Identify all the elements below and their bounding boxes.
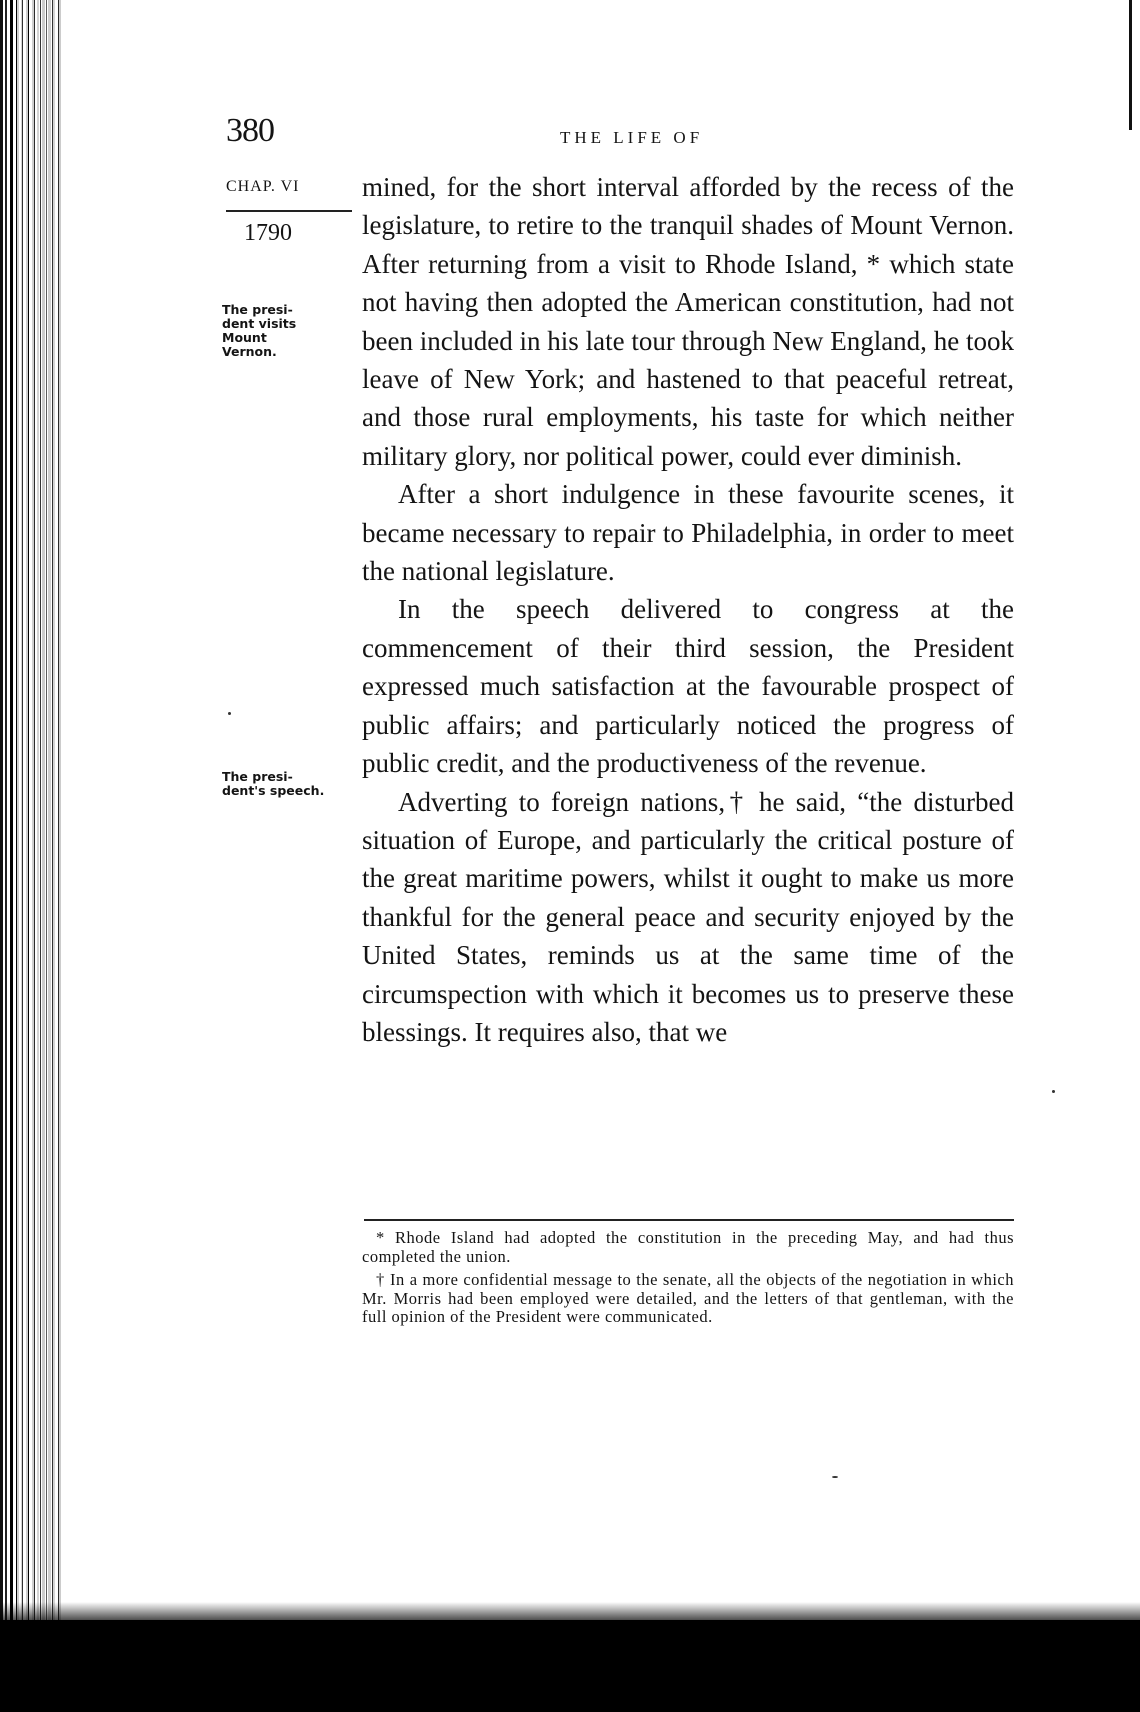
body-text	[362, 168, 1014, 1051]
margin-year: 1790	[244, 220, 292, 246]
paragraph: mined, for the short interval afforded by the recess of the legislature, to retire to the tranquil shades of Mount Vernon. After returning from a visit to Rhode Island, * which state not having then adopted the American constitution, had not been included in his late tour through New England, he took leave of New York; and hastened to that peaceful retreat, and those rural employments, his taste for which neither military glory, nor political power, could ever diminish.	[362, 172, 1014, 471]
book-binding-edge	[0, 0, 64, 1712]
scan-bottom-shadow	[0, 1620, 1140, 1712]
footnote: * Rhode Island had adopted the constitution in the preceding May, and had thus completed the union.	[362, 1228, 1014, 1266]
page-number: 380	[226, 112, 274, 149]
footnote: † In a more confidential message to the senate, all the objects of the negotiation in which Mr. Morris had been employed were detailed, and the letters of that gentleman, with the full opinion of the President were communicated.	[362, 1270, 1014, 1326]
sidenote-speech: The presi- dent's speech.	[222, 769, 325, 798]
sidenote-mount-vernon: The presi- dent visits Mount Vernon.	[222, 302, 297, 359]
scan-speck	[228, 712, 231, 715]
chapter-label: CHAP. VI	[226, 178, 300, 195]
scan-speck	[832, 1476, 838, 1478]
page-edge-line	[1129, 0, 1132, 130]
paragraph: After a short indulgence in these favourite scenes, it became necessary to repair to Philadelphia, in order to meet the national legislature.	[362, 479, 1014, 587]
chapter-rule	[226, 210, 352, 212]
footnotes	[362, 1229, 1014, 1332]
scan-speck	[1052, 1090, 1055, 1093]
footnote-rule	[364, 1219, 1014, 1221]
paragraph: Adverting to foreign nations,† he said, “the disturbed situation of Europe, and particularly the critical posture of the great maritime powers, whilst it ought to make us more thankful for the general peace and security enjoyed by the United States, reminds us at the same time of the circumspection with which it becomes us to preserve these blessings. It requires also, that we	[362, 786, 1014, 1047]
running-head: THE LIFE OF	[560, 128, 704, 147]
paragraph: In the speech delivered to congress at the commencement of their third session, the President expressed much satisfaction at the favourable prospect of public affairs; and particularly noticed the progress of public credit, and the productiveness of the revenue.	[362, 594, 1014, 779]
